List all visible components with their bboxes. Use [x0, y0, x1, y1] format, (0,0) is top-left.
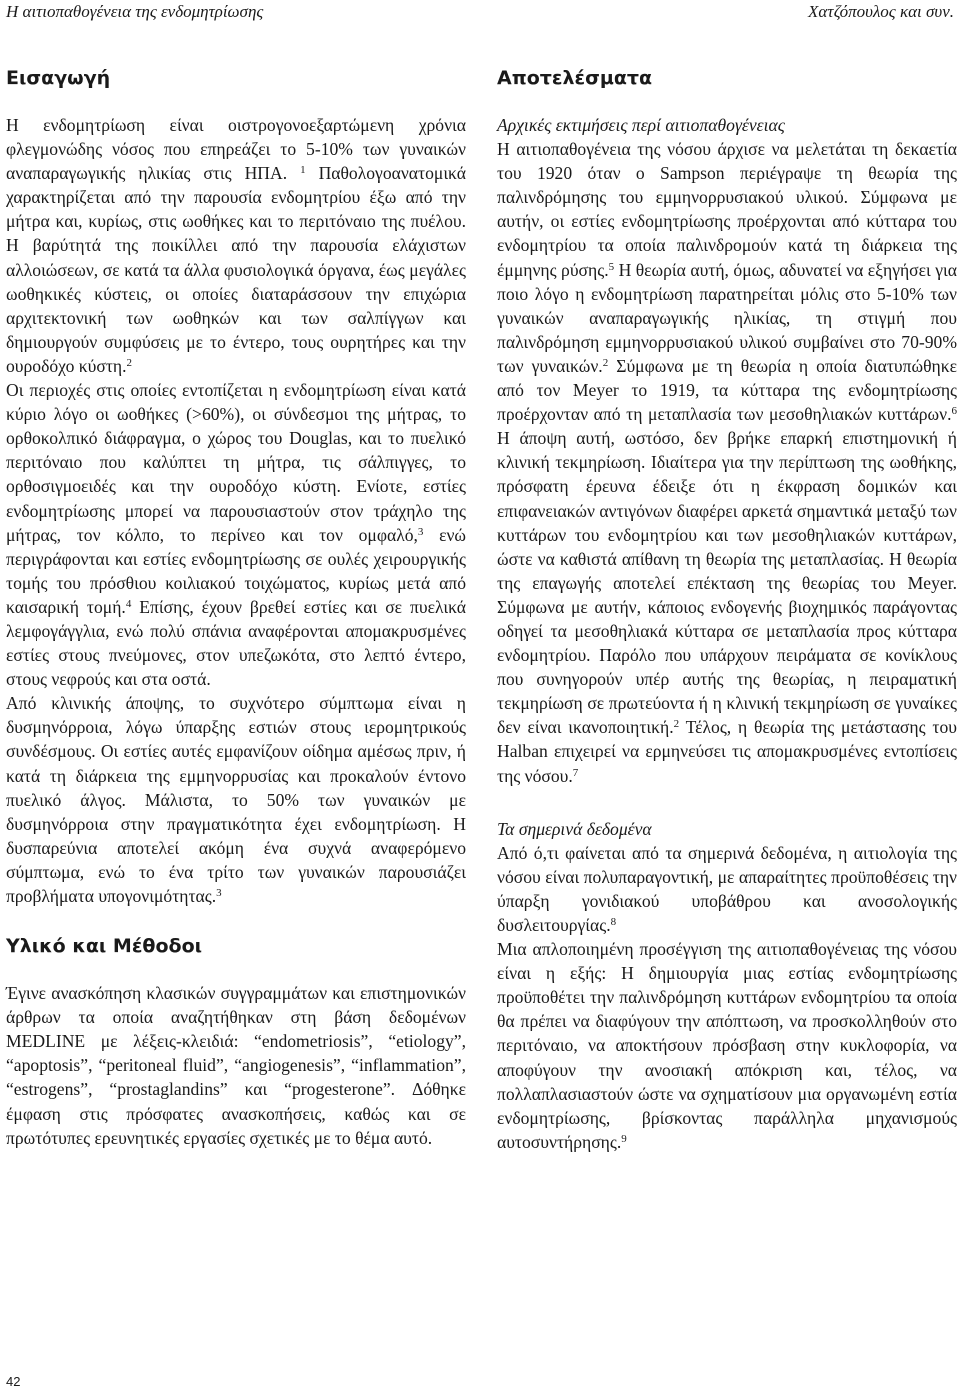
methods-paragraph: Έγινε ανασκόπηση κλασικών συγγραμμάτων και επιστημονικών άρθρων τα οποία αναζητήθηκαν στη βάση δεδομένων MEDLINE με λέξεις-κλειδιά: “endometriosis”, “etiology”, “apoptosis”, “peritoneal fluid”, “angiogenesis”, “inflammation”, “estrogens”, “prostaglandins” και “progesterone”. Δόθηκε έμφαση στις πρόσφατες ανασκοπήσεις, καθώς και σε πρωτότυπες ερευνητικές εργασίες σχετικές με το θέμα αυτό.: [6, 983, 466, 1148]
left-column: [6, 66, 466, 1150]
running-head-authors: Χατζόπουλος και συν.: [808, 2, 954, 21]
intro-paragraph: Από κλινικής άποψης, το συχνότερο σύμπτωμα είναι η δυσμηνόρροια, λόγω ύπαρξης εστιών στους ιερομητρικούς συνδέσμους. Οι εστίες αυτές εμφανίζουν οίδημα αμέσως πριν, ή κατά τη διάρκεια της εμμηνορρυσίας και προκαλούν έντονο πυελικό άλγος. Μάλιστα, το 50% των γυναικών με δυσμηνόρροια στην πραγματικότητα έχει ενδομητρίωση. Η δυσπαρεύνια αποτελεί ακόμη ένα συχνά αναφερόμενο σύμπτωμα, ενώ το ένα τρίτο των γυναικών παρουσιάζει προβλήματα υπογονιμότητας.$^3$: [6, 693, 466, 906]
reference-number: 2: [673, 718, 680, 731]
results-heading: Αποτελέσματα: [497, 67, 653, 89]
reference-number: 1: [300, 164, 306, 177]
results-paragraph: Η αιτιοπαθογένεια της νόσου άρχισε να μελετάται τη δεκαετία του 1920 όταν ο Sampson περιέγραψε τη θεωρία της παλινδρόμησης του εμμηνορρυσιακού υλικού. Σύμφωνα με αυτήν, οι εστίες ενδομητρίωσης προέρχονται από κύτταρα του ενδομητρίου τα οποία παλινδρομούν κατά τη διάρκεια της έμμηνης ρύσης.$^5$ Η θεωρία αυτή, όμως, αδυνατεί να εξηγήσει για ποιο λόγο η ενδομητρίωση παρατηρείται μόλις στο 5-10% των γυναικών αναπαραγωγικής ηλικίας, τη στιγμή που παλινδρόμηση εμμηνορρυσιακού υλικού συμβαίνει στο 70-90% των γυναικών.$^2$ Σύμφωνα με τη θεωρία η οποία διατυπώθηκε από τον Meyer το 1919, τα κύτταρα της ενδομητρίωσης προέρχονταν από τη μεταπλασία των μεσοθηλιακών κυττάρων.$^6$ Η άποψη αυτή, ωστόσο, δεν βρήκε επαρκή επιστημονική ή κλινική τεκμηρίωση. Ιδιαίτερα για την περίπτωση της ωοθήκης, πρόσφατη έρευνα έδειξε ότι η έκφραση δομικών και επιφανειακών αντιγόνων διαφέρει αρκετά σημαντικά μεταξύ των κυττάρων του ενδομητρίου και των μεσοθηλιακών κυττάρων, ώστε να καθιστά απίθανη τη θεωρία της μεταπλασίας. Η θεωρία της επαγωγής αποτελεί επέκταση της θεωρίας του Meyer. Σύμφωνα με αυτήν, κάποιος ενδογενής βιοχημικός παράγοντας οδηγεί τα μεσοθηλιακά κύτταρα σε μεταπλασία προς κύτταρα ενδομητρίου. Παρόλο που υπάρχουν πειράματα σε κονίκλους που συνηγορούν υπέρ αυτής της θεωρίας, η πειραματική τεκμηρίωση σε πρωτεύοντα ή η κλινική τεκμηρίωση σε γυναίκες δεν είναι ικανοποιητική.$^2$ Τέλος, η θεωρία της μετάστασης του Halban επιχειρεί να ερμηνεύσει τις απομακρυσμένες εντοπίσεις της νόσου.$^7$: [497, 139, 957, 786]
page-number: 42: [6, 1374, 21, 1389]
reference-number: 3: [417, 525, 424, 538]
introduction-heading: Εισαγωγή: [6, 67, 111, 89]
running-head-title: Η αιτιοπαθογένεια της ενδομητρίωσης: [6, 2, 264, 21]
intro-paragraph: Οι περιοχές στις οποίες εντοπίζεται η ενδομητρίωση είναι κατά κύριο λόγο οι ωοθήκες (>60%), οι σύνδεσμοι της μήτρας, το ορθοκολπικό διάφραγμα, ο χώρος του Douglas, και το πυελικό περιτόναιο που καλύπτει τη μήτρα, τις σάλπιγγες, το ορθοσιγμοειδές και την ουροδόχο κύστη. Ενίοτε, εστίες ενδομητρίωσης μπορεί να παρουσιαστούν στον τράχηλο της μήτρας, τον κόλπο, το περίνεο και τον ομφαλό,$^3$ ενώ περιγράφονται και εστίες ενδομητρίωσης σε ουλές χειρουργικής τομής του πρόσθιου κοιλιακού τοιχώματος, κυρίως μετά από καισαρική τομή.$^4$ Επίσης, έχουν βρεθεί εστίες και σε πυελικά λεμφογάγγλια, ενώ πολύ σπάνια αναφέρονται απομακρυσμένες εστίες στους πνεύμονες, στον υπεζωκότα, στο λεπτό έντερο, στους νεφρούς και στα οστά.: [6, 380, 467, 690]
reference-number: 4: [125, 597, 132, 610]
reference-number: 3: [216, 887, 222, 899]
results-subheading: Τα σημερινά δεδομένα: [497, 818, 652, 839]
intro-paragraph: Η ενδομητρίωση είναι οιστρογονοεξαρτώμενη χρόνια φλεγμονώδης νόσος που επηρεάζει το 5-10% των γυναικών αναπαραγωγικής ηλικίας στις ΗΠΑ. $^1$ Παθολογοανατομικά χαρακτηρίζεται από την παρουσία ενδομητρίου έξω από την μήτρα και, κυρίως, στις ωοθήκες και το περιτόναιο της πυέλου. Η βαρύτητά της ποικίλλει από την παρουσία ελάχιστων αλλοιώσεων, σε κατά τα άλλα φυσιολογικά όργανα, έως μεγάλες ωοθηκικές κύστεις, οι οποίες διαταράσσουν την επιχώρια αρχιτεκτονική των ωοθηκών και των σαλπίγγων και δημιουργούν συμφύσεις με το έντερο, τους ουρητήρες και την ουροδόχο κύστη.$^2$: [6, 115, 466, 376]
reference-number: 9: [621, 1132, 627, 1145]
reference-number: 2: [602, 356, 609, 369]
reference-number: 5: [608, 260, 615, 273]
reference-number: 7: [572, 766, 579, 779]
results-subheading: Αρχικές εκτιμήσεις περί αιτιοπαθογένειας: [497, 115, 785, 135]
results-paragraph: Από ό,τι φαίνεται από τα σημερινά δεδομένα, η αιτιολογία της νόσου είναι πολυπαραγοντική, με απαραίτητες προϋποθέσεις την ύπαρξη γονιδιακού υποβάθρου και ανοσολογικής δυσλειτουργίας.$^8$: [497, 842, 957, 935]
results-paragraph: Μια απλοποιημένη προσέγγιση της αιτιοπαθογένειας της νόσου είναι η εξής: Η δημιουργία μιας εστίας ενδομητρίωσης προϋποθέτει την παλινδρόμηση κυττάρων ενδομητρίου τα οποία θα πρέπει να διαφύγουν την απόπτωση, να προσκολληθούν στο περιτόναιο, να αποκτήσουν πρόσβαση στην κυκλοφορία, να αποφύγουν την ανοσιακή απόκριση και, τέλος, να πολλαπλασιαστούν ώστε να σχηματίσουν μια οργανωμένη εστία ενδομητρίωσης, βρίσκοντας παράλληλα μηχανισμούς αυτοσυντήρησης.$^9$: [497, 939, 957, 1152]
running-head: [6, 2, 954, 26]
reference-number: 8: [610, 916, 617, 928]
reference-number: 2: [126, 356, 133, 369]
right-column: [497, 66, 957, 1154]
methods-heading: Υλικό και Μέθοδοι: [6, 935, 203, 958]
reference-number: 6: [951, 405, 957, 418]
